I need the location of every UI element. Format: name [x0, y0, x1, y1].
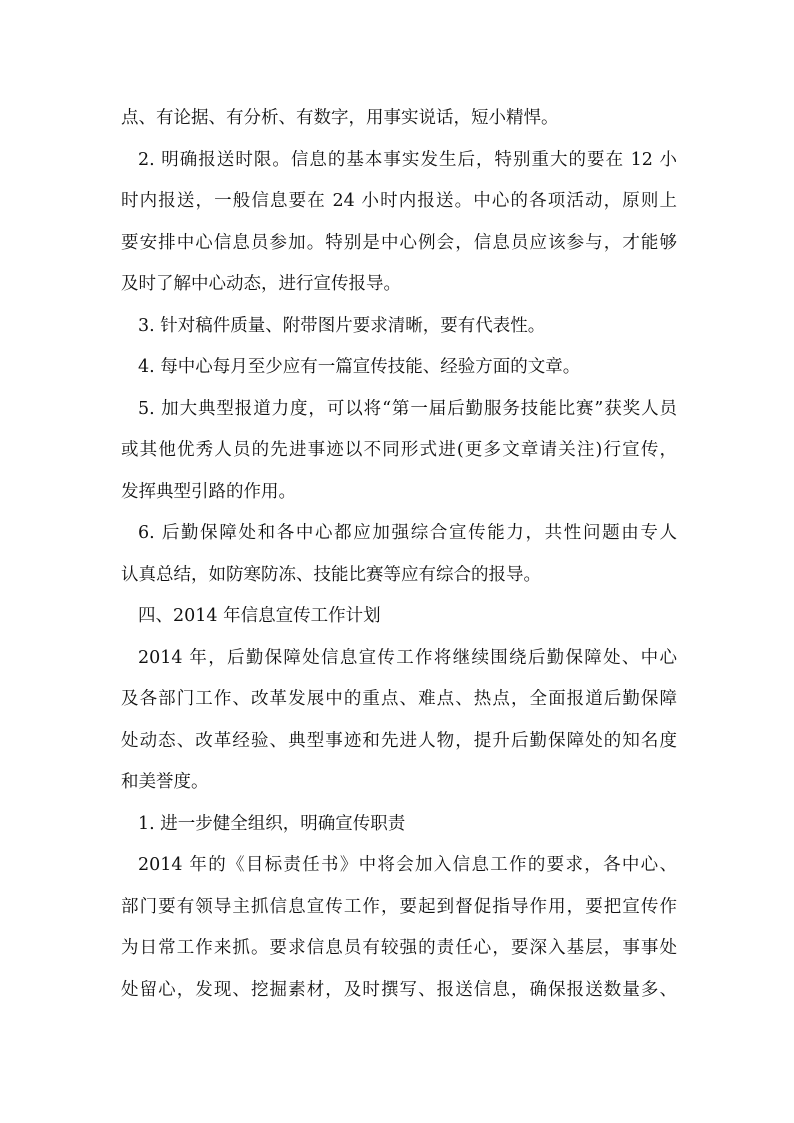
paragraph-line: 发挥典型引路的作用。 — [121, 481, 296, 502]
paragraph-line: 处动态、改革经验、典型事迹和先进人物，提升后勤保障处的知名度 — [121, 730, 677, 751]
paragraph-line: 要安排中心信息员参加。特别是中心例会，信息员应该参与，才能够 — [121, 232, 677, 253]
body-text — [121, 98, 677, 1011]
paragraph-line: 为日常工作来抓。要求信息员有较强的责任心，要深入基层，事事处 — [121, 938, 677, 958]
paragraph-line: 及各部门工作、改革发展中的重点、难点、热点，全面报道后勤保障 — [121, 689, 677, 709]
paragraph-line: 6. 后勤保障处和各中心都应加强综合宣传能力，共性问题由专人 — [138, 523, 677, 543]
subsection-heading: 1. 进一步健全组织，明确宣传职责 — [138, 813, 406, 834]
paragraph-line: 及时了解中心动态，进行宣传报导。 — [121, 274, 401, 294]
paragraph-line: 点、有论据、有分析、有数字，用事实说话，短小精悍。 — [121, 108, 559, 128]
paragraph-line: 部门要有领导主抓信息宣传工作，要起到督促指导作用，要把宣传作 — [121, 896, 677, 917]
paragraph-line: 3. 针对稿件质量、附带图片要求清晰，要有代表性。 — [138, 315, 546, 336]
paragraph-line: 和美誉度。 — [121, 772, 209, 792]
paragraph-line: 处留心，发现、挖掘素材，及时撰写、报送信息，确保报送数量多、 — [121, 979, 677, 1000]
section-heading: 四、2014 年信息宣传工作计划 — [138, 606, 381, 626]
paragraph-line: 或其他优秀人员的先进事迹以不同形式进(更多文章请关注)行宣传， — [121, 440, 677, 460]
paragraph-line: 认真总结，如防寒防冻、技能比赛等应有综合的报导。 — [121, 564, 541, 585]
paragraph-line: 时内报送，一般信息要在 24 小时内报送。中心的各项活动，原则上 — [121, 191, 677, 211]
paragraph-line: 2014 年，后勤保障处信息宣传工作将继续围绕后勤保障处、中心 — [138, 647, 677, 668]
paragraph-line: 4. 每中心每月至少应有一篇宣传技能、经验方面的文章。 — [138, 357, 581, 377]
paragraph-line: 2. 明确报送时限。信息的基本事实发生后，特别重大的要在 12 小 — [138, 149, 677, 170]
paragraph-line: 5. 加大典型报道力度，可以将“第一届后勤服务技能比赛”获奖人员 — [138, 398, 677, 419]
paragraph-line: 2014 年的《目标责任书》中将会加入信息工作的要求，各中心、 — [138, 855, 677, 875]
